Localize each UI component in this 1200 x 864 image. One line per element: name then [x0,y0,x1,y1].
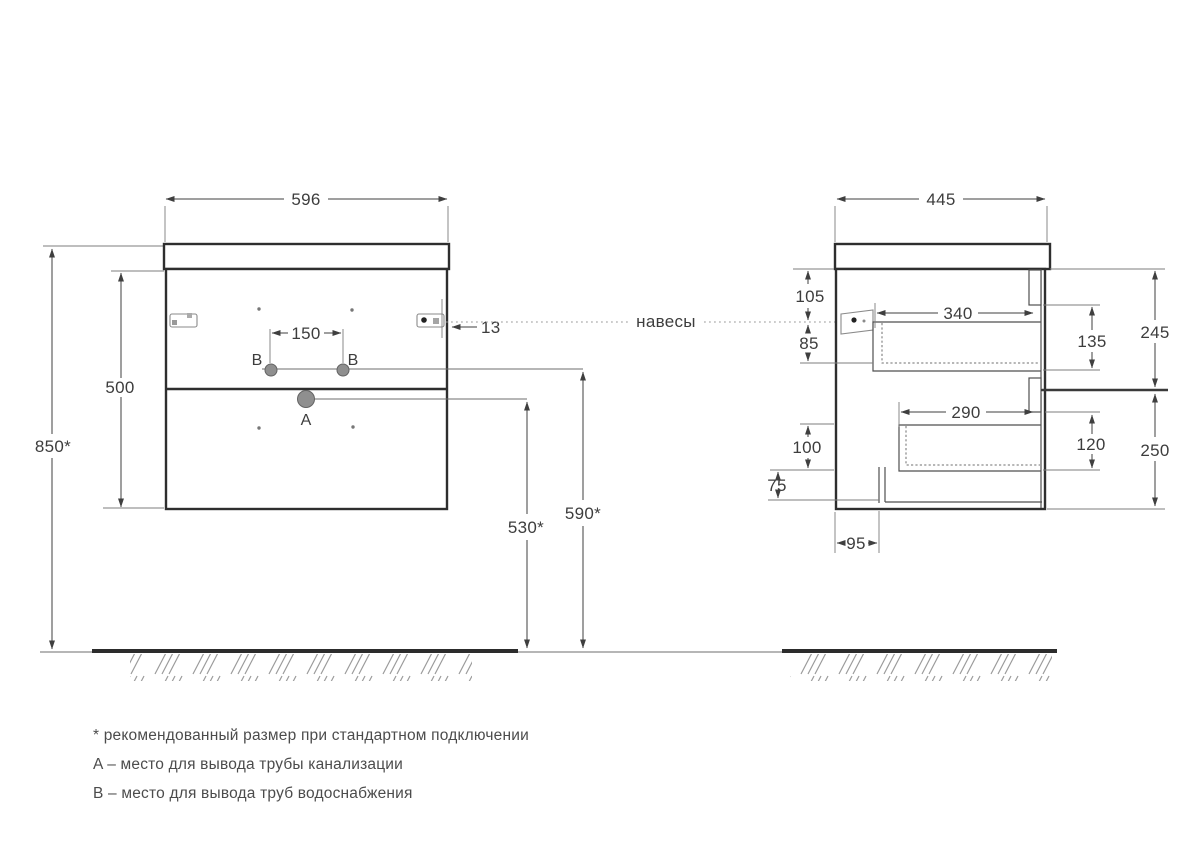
floor-hatch-left [130,654,472,681]
side-hanger-screw [863,320,866,323]
notes [93,727,529,802]
bottom-drawer-depth-label: 290 [951,403,981,422]
right-hanger [417,314,444,327]
front-view [35,190,601,649]
side-cabinet-body [836,269,1045,509]
left-hanger-screw [187,313,192,318]
right-hanger-screw [433,318,439,324]
lower-drawer-handle [1029,378,1041,412]
water-outlet-b-left [265,364,277,376]
front-width-label: 596 [291,190,321,209]
total-height-label: 850* [34,437,72,456]
top-section-height-label: 245 [1140,323,1170,342]
floor-hatch-right [790,654,1052,681]
side-hanger-pin [851,317,856,322]
hanger-drop-label: 85 [799,334,819,353]
side-view [767,190,1169,553]
drill-dot [257,307,260,310]
drill-dot [350,308,353,311]
bottom-section-height-label: 250 [1140,441,1170,460]
plinth-height-label: 75 [767,476,787,495]
left-hanger-screw [172,320,177,325]
side-hanger-bracket [841,310,873,334]
drill-dot [257,426,260,429]
drain-height-label: 530* [507,518,545,537]
point-b-left-label: B [251,352,263,369]
bottom-drawer-height-label: 120 [1076,435,1106,454]
side-depth-label: 445 [926,190,956,209]
drill-dot [351,425,354,428]
right-hanger-plate [417,314,444,327]
point-b-right-label: B [347,352,359,369]
upper-drawer-handle [1029,270,1041,305]
front-countertop [164,244,449,269]
note-b: B – место для вывода труб водоснабжения [93,785,413,802]
hanger-offset-label: 13 [481,318,501,337]
note-asterisk: * рекомендованный размер при стандартном подключении [93,727,529,744]
top-drawer-height-label: 135 [1077,332,1107,351]
top-drawer-depth-label: 340 [943,304,973,323]
right-hanger-pin [421,317,427,323]
outlet-spacing-label: 150 [291,324,321,343]
point-a-label: A [300,412,312,429]
floor [40,651,1057,681]
side-countertop [835,244,1050,269]
front-height-label: 500 [105,378,135,397]
hanger-top-offset-label: 105 [795,287,825,306]
back-clearance-label: 100 [792,438,822,457]
left-hanger [170,313,197,327]
plinth-depth-label: 95 [846,534,866,553]
drain-outlet-a [298,391,315,408]
hangers-label: навесы [636,312,696,331]
side-hanger-plate [841,310,873,334]
hanger-reference [446,312,843,331]
water-height-label: 590* [564,504,602,523]
note-a: A – место для вывода трубы канализации [93,756,404,773]
